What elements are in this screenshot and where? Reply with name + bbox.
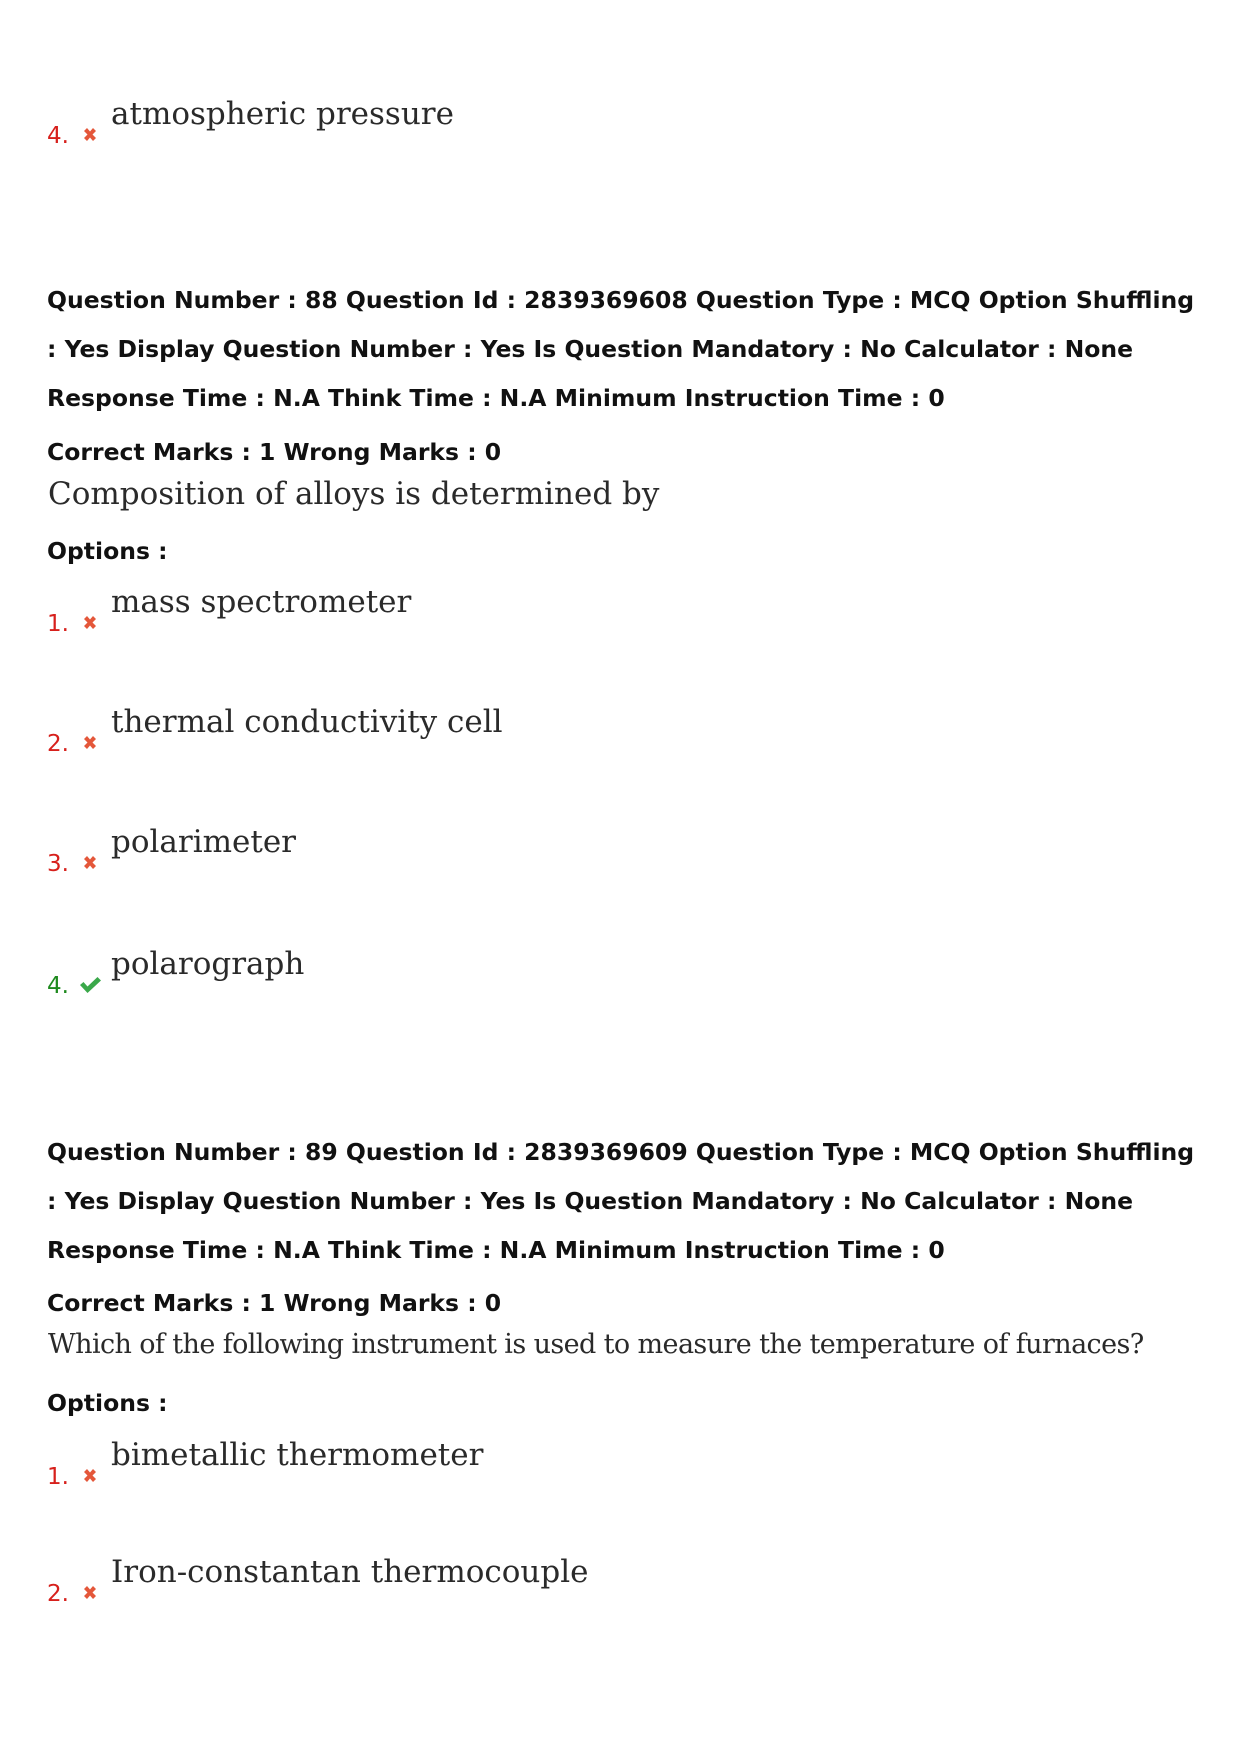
option-number: 1. [47, 1464, 69, 1490]
option-text: polarimeter [111, 824, 297, 860]
question-marks-89: Correct Marks : 1 Wrong Marks : 0 [47, 1289, 502, 1317]
option-number: 3. [47, 851, 69, 877]
option-number: 2. [47, 1581, 69, 1607]
option-88-1 [47, 584, 412, 638]
option-text: mass spectrometer [111, 584, 412, 620]
option-text: atmospheric pressure [111, 96, 454, 132]
question-meta-89: Question Number : 89 Question Id : 2839369609 Question Type : MCQ Option Shuffling : Yes Display Question Number : Yes Is Question Mandatory : No Calculator : None Response Time : N.A Think Time : N.A Minimum Instruction Time : 0 [47, 1138, 1195, 1264]
option-text: Iron-constantan thermocouple [111, 1554, 589, 1590]
question-marks-88: Correct Marks : 1 Wrong Marks : 0 [47, 438, 502, 466]
option-number: 4. [47, 123, 69, 149]
question-text-88: Composition of alloys is determined by [48, 476, 660, 512]
option-88-4 [47, 946, 305, 1000]
options-label-89: Options : [47, 1389, 168, 1417]
option-88-2 [47, 704, 503, 758]
cross-icon [77, 122, 103, 148]
option-89-1 [47, 1437, 484, 1491]
check-icon [77, 972, 103, 998]
cross-icon [77, 730, 103, 756]
option-number: 2. [47, 731, 69, 757]
question-meta-88: Question Number : 88 Question Id : 2839369608 Question Type : MCQ Option Shuffling : Yes Display Question Number : Yes Is Question Mandatory : No Calculator : None Response Time : N.A Think Time : N.A Minimum Instruction Time : 0 [47, 286, 1195, 412]
cross-icon [77, 850, 103, 876]
option-number: 1. [47, 611, 69, 637]
question-text-89: Which of the following instrument is used to measure the temperature of furnaces? [48, 1329, 1144, 1360]
cross-icon [77, 610, 103, 636]
options-label-88: Options : [47, 537, 168, 565]
cross-icon [77, 1463, 103, 1489]
option-text: thermal conductivity cell [111, 704, 503, 740]
option-prev-4 [47, 96, 454, 150]
option-89-2 [47, 1554, 589, 1608]
option-88-3 [47, 824, 297, 878]
cross-icon [77, 1580, 103, 1606]
option-text: polarograph [111, 946, 305, 982]
option-text: bimetallic thermometer [111, 1437, 484, 1473]
option-number: 4. [47, 973, 69, 999]
